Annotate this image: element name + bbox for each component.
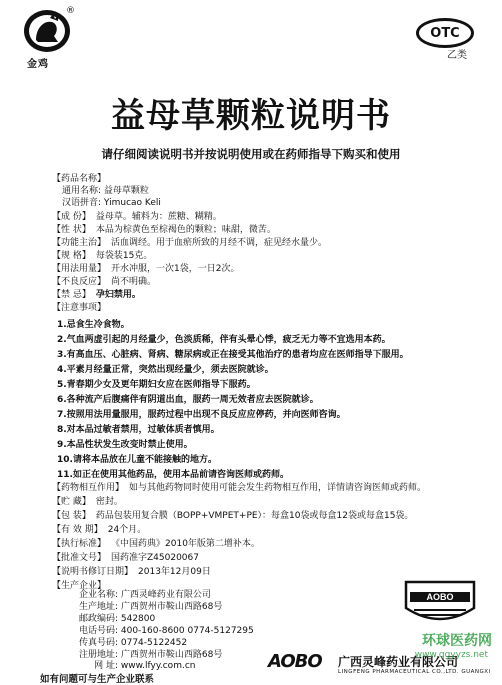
notice-item-5: 5.青春期少女及更年期妇女应在医师指导下服药。 xyxy=(57,380,256,390)
contact-line: 如有问题可与生产企业联系 xyxy=(40,674,155,685)
indication-row: 【功能主治】 活血调经。用于血瘀所致的月经不调，症见经水量少。 xyxy=(52,238,328,248)
mfr-reg-address-row: 注册地址: 广西贺州市鞍山西路68号 xyxy=(78,650,223,660)
validity-row: 【有 效 期】 24个月。 xyxy=(52,525,147,535)
footer-company: 广西灵峰药业有限公司 xyxy=(338,655,459,669)
watermark: 环球医药网 xyxy=(422,633,492,649)
notice-item-9: 9.本品性状发生改变时禁止使用。 xyxy=(57,440,193,450)
mfr-name-row: 企业名称: 广西灵峰药业有限公司 xyxy=(78,590,211,600)
brand-caption: 金鸡 xyxy=(27,59,49,70)
otc-class: 乙类 xyxy=(447,50,467,61)
aobo-seal-text: AOBO xyxy=(426,592,454,602)
notice-item-3: 3.有高血压、心脏病、肾病、糖尿病或正在接受其他治疗的患者均应在医师指导下服用。 xyxy=(57,350,409,360)
approval-row: 【批准文号】 国药准字Z45020067 xyxy=(52,553,199,563)
page-subtitle: 请仔细阅读说明书并按说明使用或在药师指导下购买和使用 xyxy=(101,147,401,161)
character-row: 【性 状】 本品为棕黄色至棕褐色的颗粒；味甜，微苦。 xyxy=(52,225,276,235)
mfr-postcode-row: 邮政编码: 542800 xyxy=(78,614,156,624)
storage-row: 【贮 藏】 密封。 xyxy=(52,497,123,507)
standard-row: 【执行标准】 《中国药典》2010年版第二增补本。 xyxy=(52,539,260,549)
notice-heading: 【注意事项】 xyxy=(52,303,107,313)
registered-mark: ® xyxy=(66,6,75,16)
contra-row: 【禁 忌】 孕妇禁用。 xyxy=(52,290,141,300)
notice-item-11: 11.如正在使用其他药品，使用本品前请咨询医师或药师。 xyxy=(57,470,289,480)
manufacturer-heading: 【生产企业】 xyxy=(52,581,107,591)
generic-name-row: 通用名称: 益母草颗粒 xyxy=(62,186,149,196)
aobo-seal xyxy=(400,578,480,630)
revision-row: 【说明书修订日期】 2013年12月09日 xyxy=(52,567,211,577)
interaction-row: 【药物相互作用】 如与其他药物同时使用可能会发生药物相互作用，详情请咨询医师或药师。 xyxy=(52,483,427,493)
notice-item-1: 1.忌食生冷食物。 xyxy=(57,320,130,330)
usage-row: 【用法用量】 开水冲服，一次1袋，一日2次。 xyxy=(52,264,240,274)
brand-logo xyxy=(22,8,72,54)
mfr-fax-row: 传真号码: 0774-5122452 xyxy=(78,638,188,648)
notice-item-6: 6.各种流产后腹痛伴有阴道出血，服药一周无效者应去医院就诊。 xyxy=(57,395,319,405)
otc-badge: OTC xyxy=(416,18,474,48)
drug-name-heading: 【药品名称】 xyxy=(52,174,107,184)
notice-item-2: 2.气血两虚引起的月经量少，色淡质稀，伴有头晕心悸，疲乏无力等不宜选用本药。 xyxy=(57,335,391,345)
notice-item-8: 8.对本品过敏者禁用，过敏体质者慎用。 xyxy=(57,425,220,435)
watermark-url: www.qgyyzs.net xyxy=(414,650,488,660)
footer-company-en: LINGFENG PHARMACEUTICAL CO.,LTD. GUANGXI xyxy=(338,669,491,675)
adverse-row: 【不良反应】 尚不明确。 xyxy=(52,277,157,287)
mfr-website-row: 网 址: www.lfyy.com.cn xyxy=(94,661,196,671)
notice-item-4: 4.平素月经量正常，突然出现经量少，须去医院就诊。 xyxy=(57,365,274,375)
pinyin-row: 汉语拼音: Yimucao Keli xyxy=(62,198,161,208)
spec-row: 【规 格】 每袋装15克。 xyxy=(52,251,153,261)
notice-item-10: 10.请将本品放在儿童不能接触的地方。 xyxy=(57,455,217,465)
mfr-address-row: 生产地址: 广西贺州市鞍山西路68号 xyxy=(78,602,223,612)
composition-row: 【成 份】 益母草。辅料为：蔗糖、糊精。 xyxy=(52,212,222,222)
notice-item-7: 7.按照用法用量服用，服药过程中出现不良反应应停药，并向医师咨询。 xyxy=(57,410,346,420)
mfr-phone-row: 电话号码: 400-160-8600 0774-5127295 xyxy=(78,626,254,636)
page-title: 益母草颗粒说明书 xyxy=(111,96,391,136)
package-row: 【包 装】 药品包装用复合膜（BOPP+VMPET+PE）：每盒10袋或每盒12袋或每盒15袋。 xyxy=(52,511,414,521)
footer-logo: AOBO xyxy=(268,651,322,672)
